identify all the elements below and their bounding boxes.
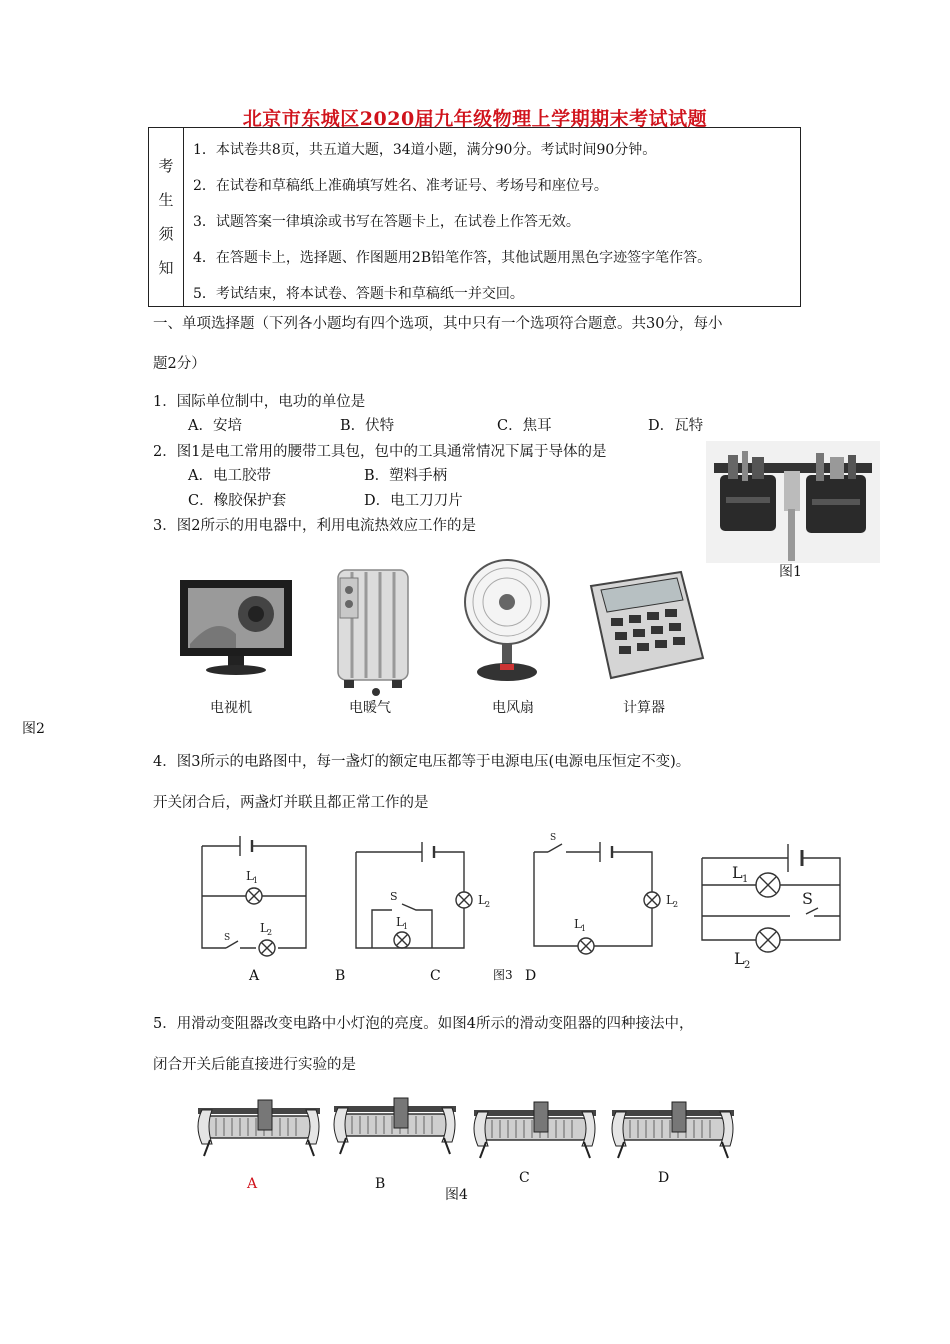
figure-2-caption: 图2 — [22, 721, 45, 737]
calculator-image — [581, 566, 707, 686]
notice-label — [149, 128, 184, 306]
circuit-option-label: A — [249, 968, 260, 984]
notice-items — [193, 132, 794, 312]
switch-label: S — [550, 833, 557, 843]
circuit-option-label: D — [525, 968, 537, 984]
notice-label-char: 须 — [158, 225, 174, 243]
electric-fan-image — [460, 556, 554, 686]
question-3-stem: 3．图2所示的用电器中，利用电流热效应工作的是 — [153, 518, 476, 534]
circuit-diagrams — [190, 828, 850, 968]
q1-option-d: D．瓦特 — [648, 418, 704, 434]
figure-4-caption: 图4 — [445, 1187, 468, 1203]
section-heading-cont: 题2分） — [153, 356, 206, 372]
q2-option-c: C．橡胶保护套 — [188, 493, 287, 509]
q1-option-c: C．焦耳 — [497, 418, 552, 434]
lamp-label-sub: 1 — [403, 922, 409, 931]
q2-option-b: B．塑料手柄 — [364, 468, 448, 484]
lamp-label: L — [396, 915, 404, 929]
rheostat-images — [192, 1096, 740, 1164]
figure-3-caption: 图3 — [493, 968, 513, 982]
rheostat-option-label: B — [375, 1176, 386, 1192]
question-2-stem: 2．图1是电工常用的腰带工具包，包中的工具通常情况下属于导体的是 — [153, 444, 607, 460]
lamp-label: L — [478, 893, 486, 907]
lamp-label-sub: 2 — [673, 900, 679, 909]
notice-label-char: 知 — [158, 259, 174, 277]
question-1-stem: 1．国际单位制中，电功的单位是 — [153, 394, 366, 410]
appliance-label: 电视机 — [210, 700, 252, 716]
lamp-label: L — [732, 863, 743, 882]
switch-label: S — [802, 889, 813, 908]
section-heading: 一、单项选择题（下列各小题均有四个选项，其中只有一个选项符合题意。共30分，每小 — [153, 316, 723, 332]
appliance-label: 计算器 — [623, 700, 665, 716]
lamp-label: L — [246, 869, 254, 883]
switch-label: S — [224, 933, 231, 943]
appliance-label: 电风扇 — [492, 700, 534, 716]
notice-item: 5．考试结束，将本试卷、答题卡和草稿纸一并交回。 — [193, 286, 524, 302]
notice-item: 4．在答题卡上，选择题、作图题用2B铅笔作答，其他试题用黑色字迹签字笔作答。 — [193, 250, 712, 266]
lamp-label: L — [260, 921, 268, 935]
switch-label: S — [390, 890, 398, 903]
lamp-label-sub: 2 — [267, 928, 273, 937]
rheostat-option-label: A — [247, 1176, 258, 1192]
lamp-label: L — [734, 949, 745, 968]
lamp-label: L — [666, 893, 674, 907]
notice-item: 1．本试卷共8页，共五道大题，34道小题，满分90分。考试时间90分钟。 — [193, 142, 657, 158]
question-4-stem-cont: 开关闭合后，两盏灯并联且都正常工作的是 — [153, 795, 429, 811]
q1-option-a: A．安培 — [188, 418, 242, 434]
notice-item: 2．在试卷和草稿纸上准确填写姓名、准考证号、考场号和座位号。 — [193, 178, 608, 194]
lamp-label-sub: 2 — [485, 900, 491, 909]
lamp-label: L — [574, 917, 582, 931]
tool-belt-image — [706, 441, 880, 563]
question-5-stem: 5．用滑动变阻器改变电路中小灯泡的亮度。如图4所示的滑动变阻器的四种接法中， — [153, 1016, 694, 1032]
q1-option-b: B．伏特 — [340, 418, 395, 434]
lamp-label-sub: 1 — [253, 876, 259, 885]
notice-item: 3．试题答案一律填涂或书写在答题卡上，在试卷上作答无效。 — [193, 214, 580, 230]
q2-option-d: D．电工刀刀片 — [364, 493, 463, 509]
lamp-label-sub: 1 — [581, 924, 587, 933]
notice-label-char: 考 — [158, 157, 174, 175]
q2-option-a: A．电工胶带 — [188, 468, 271, 484]
question-5-stem-cont: 闭合开关后能直接进行实验的是 — [153, 1057, 356, 1073]
television-image — [176, 574, 296, 680]
exam-notice-box — [148, 127, 801, 307]
lamp-label-sub: 2 — [744, 960, 751, 968]
rheostat-option-label: D — [658, 1170, 670, 1186]
notice-label-char: 生 — [158, 191, 174, 209]
page-title: 北京市东城区2020届九年级物理上学期期末考试试题 — [242, 108, 708, 130]
question-4-stem: 4．图3所示的电路图中，每一盏灯的额定电压都等于电源电压(电源电压恒定不变)。 — [153, 754, 691, 770]
circuit-option-label: C — [430, 968, 441, 984]
figure-1-caption: 图1 — [779, 564, 802, 580]
lamp-label-sub: 1 — [742, 874, 749, 885]
appliance-label: 电暖气 — [349, 700, 391, 716]
circuit-option-label: B — [335, 968, 346, 984]
electric-heater-image — [330, 558, 418, 696]
rheostat-option-label: C — [519, 1170, 530, 1186]
